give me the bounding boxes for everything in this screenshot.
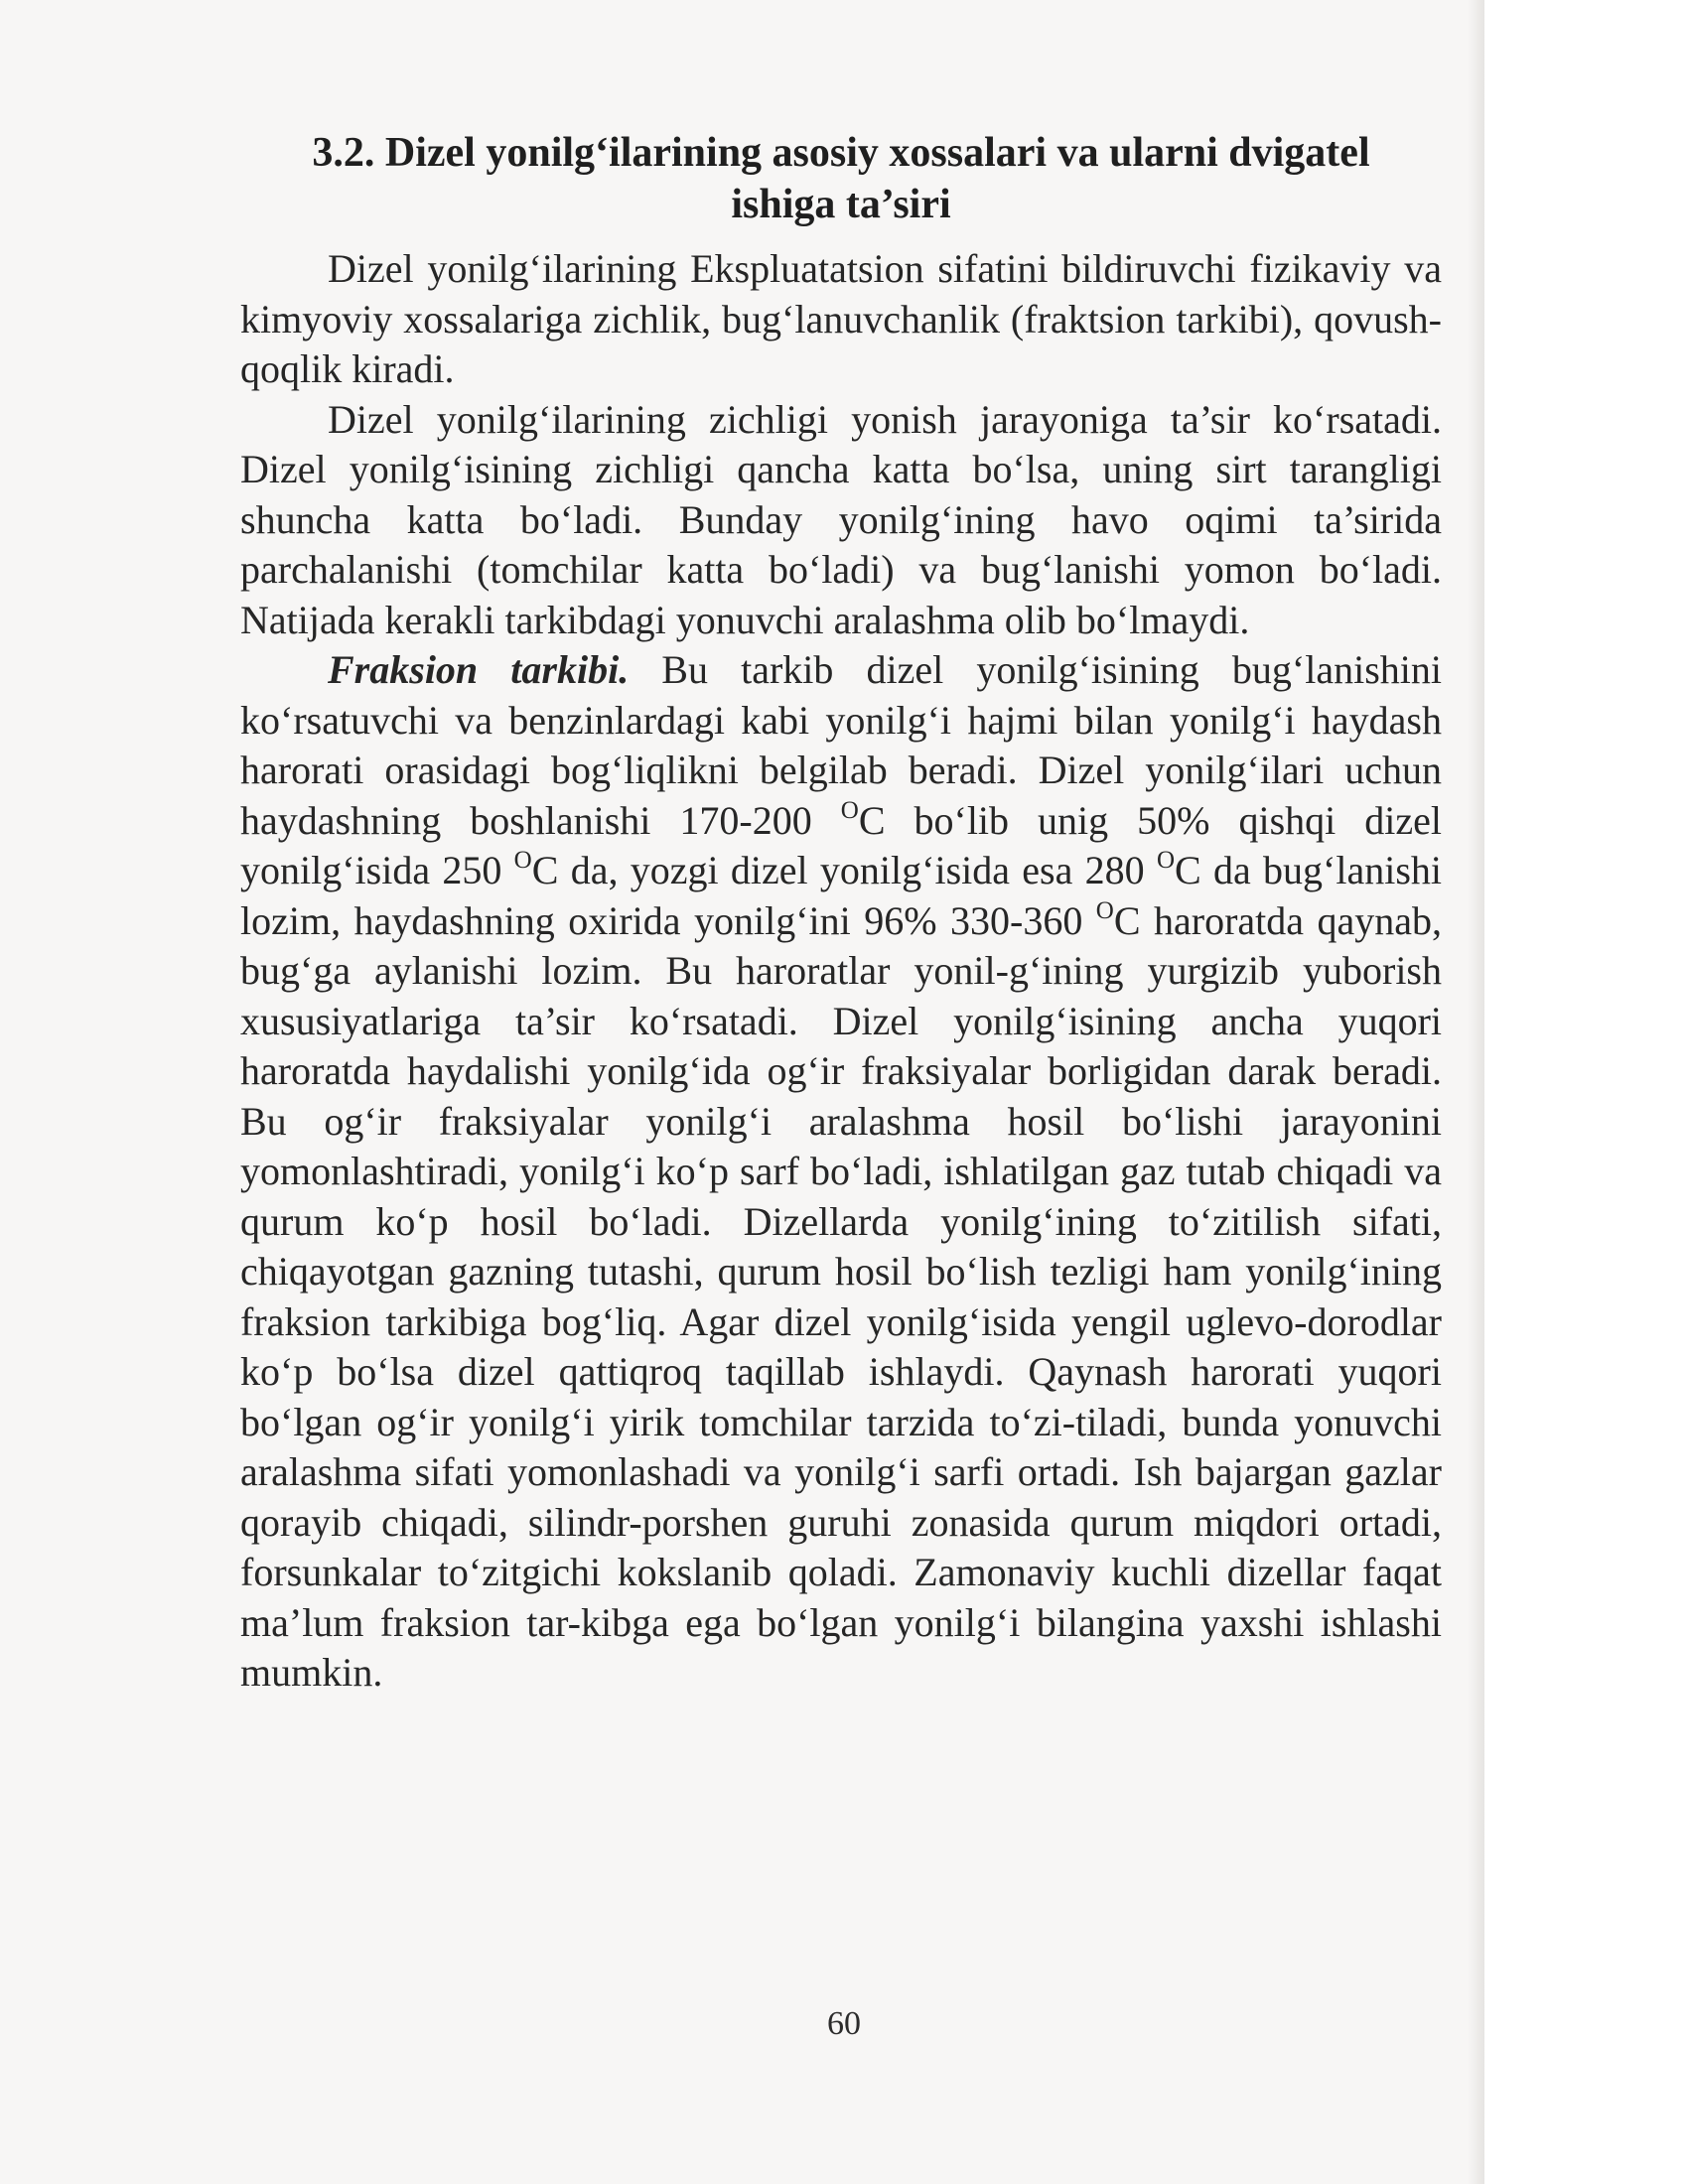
degree-mark: O — [840, 796, 859, 824]
paragraph-3 — [240, 645, 1442, 1699]
degree-mark: O — [1156, 847, 1176, 874]
page-margin — [1484, 0, 1688, 2184]
section-heading-line-2: ishiga ta’siri — [731, 182, 951, 227]
paragraph-2: Dizel yonilg‘ilarining zichligi yonish jarayoniga ta’sir ko‘rsatadi. Dizel yonilg‘isining zichligi qancha katta bo‘lsa, uning sirt tarangligi shuncha katta bo‘ladi. Bunday yonilg‘ining havo oqimi ta’sirida parchalanishi (tomchilar katta bo‘ladi) va bug‘lanishi yomon bo‘ladi. Natijada kerakli tarkibdagi yonuvchi aralashma olib bo‘lmaydi. — [240, 396, 1442, 642]
paragraph-3-text-d: C da bug‘lanishi lozim, haydashning oxirida yonilg‘ini 96% 330-360 — [240, 848, 1443, 943]
paragraph-1: Dizel yonilg‘ilarining Ekspluatatsion sifatini bildiruvchi fizikaviy va kimyoviy xossalariga zichlik, bug‘lanuvchanlik (fraktsion tarkibi), qovush-qoqlik kiradi. — [240, 246, 1442, 391]
paragraph-3-text-b: C bo‘lib unig 50% qishqi dizel yonilg‘isida 250 — [240, 797, 1443, 892]
paragraph-3-text-c: C da, yozgi dizel yonilg‘isida esa 280 — [531, 848, 1157, 892]
page-content — [240, 127, 1442, 1699]
degree-mark: O — [1095, 896, 1114, 924]
section-heading-line-1: 3.2. Dizel yonilg‘ilarining asosiy xossalari va ularni dvigatel — [312, 130, 1370, 176]
section-heading — [240, 127, 1442, 230]
page-gutter-shadow — [1468, 0, 1484, 2184]
paragraph-3-text-a: Bu tarkib dizel yonilg‘isining bug‘lanishini ko‘rsatuvchi va benzinlardagi kabi yonilg‘i hajmi bilan yonilg‘i haydash harorati orasidagi bog‘liqlikni belgilab beradi. Dizel yonilg‘ilari uchun haydashning boshlanishi 170-200 — [240, 647, 1442, 843]
degree-mark: O — [513, 847, 532, 874]
paragraph-3-lead: Fraksion tarkibi. — [328, 647, 630, 692]
page-number: 60 — [827, 2005, 861, 2042]
paragraph-3-text-e: C haroratda qaynab, bug‘ga aylanishi lozim. Bu haroratlar yonil-g‘ining yurgizib yuborish xususiyatlariga ta’sir ko‘rsatadi. Dizel yonilg‘isining ancha yuqori haroratda haydalishi yonilg‘ida og‘ir fraksiyalar borligidan darak beradi. Bu og‘ir fraksiyalar yonilg‘i aralashma hosil bo‘lishi jarayonini yomonlashtiradi, yonilg‘i ko‘p sarf bo‘ladi, ishlatilgan gaz tutab chiqadi va qurum ko‘p hosil bo‘ladi. Dizellarda yonilg‘ining to‘zitilish sifati, chiqayotgan gazning tutashi, qurum hosil bo‘lish tezligi ham yonilg‘ining fraksion tarkibiga bog‘liq. Agar dizel yonilg‘isida yengil uglevo-dorodlar ko‘p bo‘lsa dizel qattiqroq taqillab ishlaydi. Qaynash harorati yuqori bo‘lgan og‘ir yonilg‘i yirik tomchilar tarzida to‘zi-tiladi, bunda yonuvchi aralashma sifati yomonlashadi va yonilg‘i sarfi ortadi. Ish bajargan gazlar qorayib chiqadi, silindr-porshen guruhi zonasida qurum miqdori ortadi, forsunkalar to‘zitgichi kokslanib qoladi. Zamonaviy kuchli dizellar faqat ma’lum fraksion tar-kibga ega bo‘lgan yonilg‘i bilangina yaxshi ishlashi mumkin. — [240, 897, 1442, 1695]
